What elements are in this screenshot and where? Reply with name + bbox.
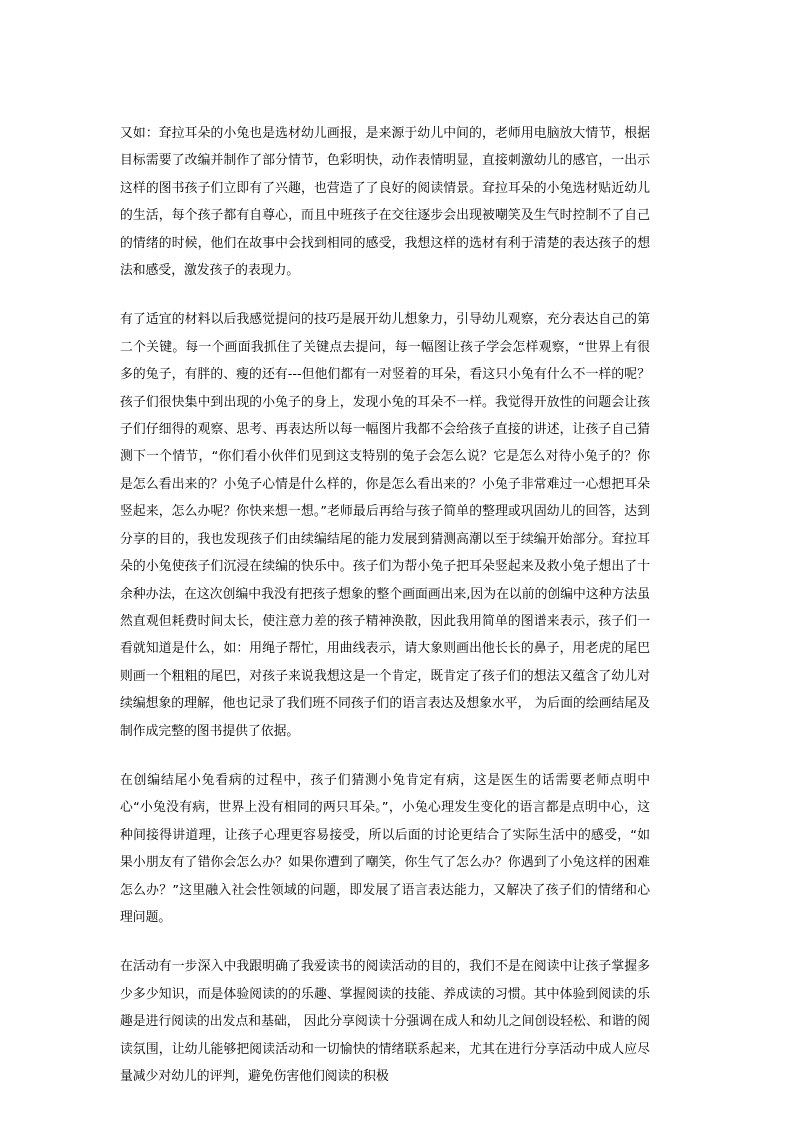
paragraph-4: 在活动有一步深入中我跟明确了我爱读书的阅读活动的目的，我们不是在阅读中让孩子掌握多少多少知识，而是体验阅读的的乐趣、掌握阅读的技能、养成读的习惯。其中体验到阅读的乐趣是进行阅读的出发点和基础， 因此分享阅读十分强调在成人和幼儿之间创设轻松、和谐的阅读氛围，让幼儿能够把阅读活动和一切愉快的情绪联系起来，尤其在进行分享活动中成人应尽量减少对幼儿的评判，避免伤害他们阅读的积极: [120, 959, 650, 1084]
paragraph-2: 有了适宜的材料以后我感觉提问的技巧是展开幼儿想象力，引导幼儿观察，充分表达自己的第二个关键。每一个画面我抓住了关键点去提问，每一幅图让孩子学会怎样观察，“世界上有很多的兔子，有胖的、瘦的还有---但他们都有一对竖着的耳朵，看这只小兔有什么不一样的呢？孩子们很快集中到出现的小兔子的身上，发现小兔的耳朵不一样。我觉得开放性的问题会让孩子们仔细得的观察、思考、再表达所以每一幅图片我都不会给孩子直接的讲述，让孩子自己猜测下一个情节，“你们看小伙伴们见到这支特别的兔子会怎么说？它是怎么对待小兔子的？你是怎么看出来的？小兔子心情是什么样的，你是怎么看出来的？小兔子非常难过一心想把耳朵竖起来，怎么办呢？你快来想一想。”老师最后再给与孩子简单的整理或巩固幼儿的回答，达到分享的目的，我也发现孩子们由续编结尾的能力发展到猜测高潮以至于续编开始部分。耷拉耳朵的小兔使孩子们沉浸在续编的快乐中。孩子们为帮小兔子把耳朵竖起来及救小兔子想出了十余种办法，在这次创编中我没有把孩子想象的整个画面画出来,因为在以前的创编中这种方法虽然直观但耗费时间太长，使注意力差的孩子精神涣散，因此我用简单的图谱来表示，孩子们一看就知道是什么，如：用绳子帮忙，用曲线表示，请大象则画出他长长的鼻子，用老虎的尾巴则画一个粗粗的尾巴，对孩子来说我想这是一个肯定，既肯定了孩子们的想法又蕴含了幼儿对续编想象的理解，他也记录了我们班不同孩子们的语言表达及想象水平， 为后面的绘画结尾及制作成完整的图书提供了依据。: [120, 312, 650, 739]
paragraph-1: 又如：耷拉耳朵的小兔也是选材幼儿画报，是来源于幼儿中间的，老师用电脑放大情节，根据目标需要了改编并制作了部分情节，色彩明快，动作表情明显，直接刺激幼儿的感官，一出示这样的图书孩子们立即有了兴趣，也营造了了良好的阅读情景。耷拉耳朵的小兔选材贴近幼儿的生活，每个孩子都有自尊心，而且中班孩子在交往逐步会出现被嘲笑及生气时控制不了自己的情绪的时候，他们在故事中会找到相同的感受，我想这样的选材有利于清楚的表达孩子的想法和感受，激发孩子的表现力。: [120, 126, 650, 279]
paragraph-3: 在创编结尾小兔看病的过程中，孩子们猜测小兔肯定有病，这是医生的话需要老师点明中心“小兔没有病，世界上没有相同的两只耳朵。”，小兔心理发生变化的语言都是点明中心，这种间接得讲道理，让孩子心理更容易接受，所以后面的讨论更结合了实际生活中的感受，“如果小朋友有了错你会怎么办？如果你遭到了嘲笑，你生气了怎么办？你遇到了小兔这样的困难怎么办？”这里融入社会性领域的问题，即发展了语言表达能力，又解决了孩子们的情绪和心理问题。: [120, 772, 650, 925]
paragraph-spacer: [120, 284, 650, 306]
paragraph-spacer: [120, 931, 650, 953]
paragraph-spacer: [120, 745, 650, 767]
document-body: [120, 120, 650, 1090]
